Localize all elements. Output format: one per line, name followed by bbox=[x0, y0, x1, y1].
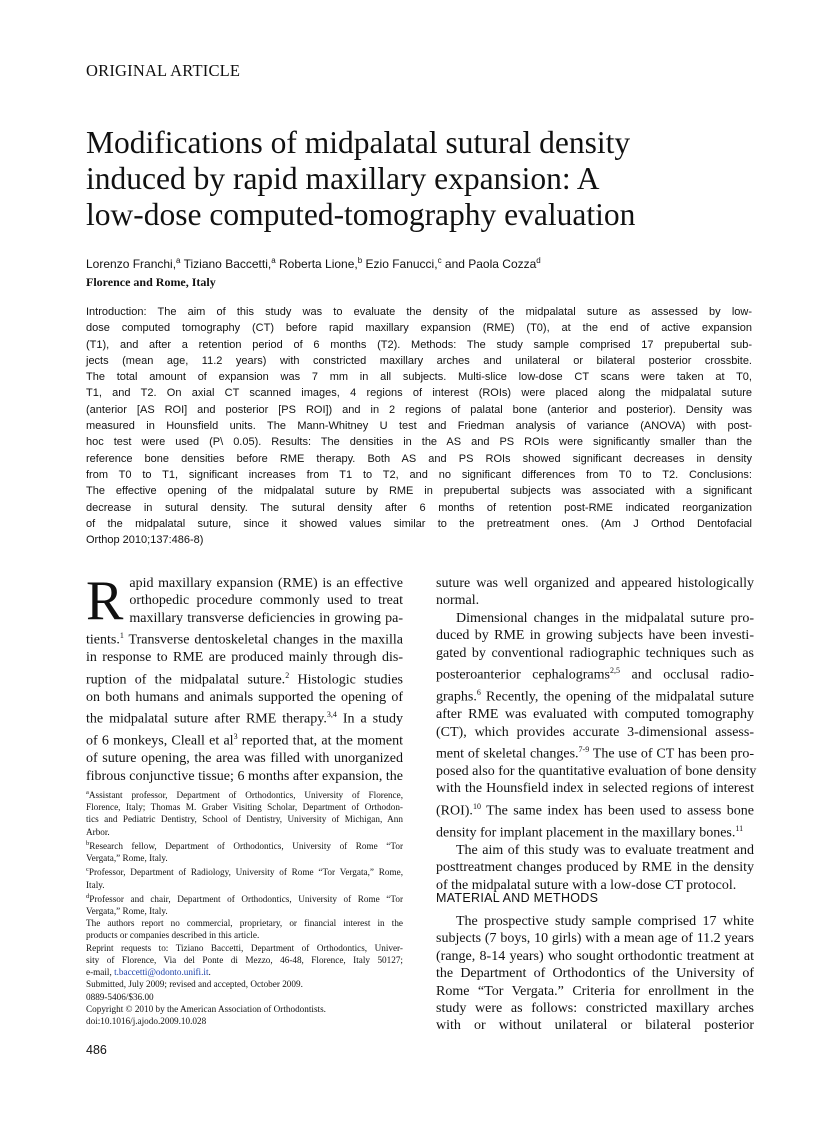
abstract-line: (anterior [AS ROI] and posterior [PS ROI]) and in 2 regions of palatal bone (anterior and posterior). Density was bbox=[86, 403, 752, 416]
citation-ref[interactable]: 3,4 bbox=[326, 710, 337, 720]
body-line: on both humans and animals supported the opening of bbox=[86, 689, 403, 705]
body-line: gated by conventional radiographic techniques such as bbox=[436, 645, 754, 661]
body-line: (range, 8-14 years) who sought orthodontic treatment at bbox=[436, 948, 754, 964]
body-line: orthopedic procedure commonly used to treat bbox=[129, 593, 403, 609]
body-line: in response to RME are produced mainly through dis- bbox=[86, 650, 403, 666]
citation-ref[interactable]: 2 bbox=[285, 670, 290, 680]
article-title bbox=[86, 125, 766, 233]
citation-ref[interactable]: 1 bbox=[119, 631, 124, 641]
abstract-line: reference bone densities before RME therapy. Both AS and PS ROIs showed significant decreases in density bbox=[86, 452, 752, 465]
footnote-line: tics and Pediatric Dentistry, School of Dentistry, University of Michigan, Ann bbox=[86, 814, 403, 825]
body-line: of suture opening, the area was filled with unorganized bbox=[86, 751, 403, 767]
footnote-line: Submitted, July 2009; revised and accepted, October 2009. bbox=[86, 979, 303, 990]
body-line: Dimensional changes in the midpalatal suture pro- bbox=[456, 610, 754, 626]
author-name: Tiziano Baccetti, bbox=[180, 257, 272, 271]
title-line: Modifications of midpalatal sutural density bbox=[86, 125, 631, 160]
drop-cap: R bbox=[86, 570, 124, 632]
footnotes bbox=[86, 787, 403, 1027]
email-link[interactable]: t.baccetti@odonto.unifi.it bbox=[114, 967, 209, 978]
section-heading: MATERIAL AND METHODS bbox=[436, 891, 599, 905]
abstract-line: of the midpalatal suture, since it showed values similar to the pretreatment ones. (Am J Orthod Dentofacial bbox=[86, 517, 752, 530]
author-affil-mark: a bbox=[176, 256, 181, 265]
citation-ref[interactable]: 2,5 bbox=[610, 666, 620, 676]
body-line: ruption of the midpalatal suture.$^2$ Histologic studies bbox=[86, 670, 403, 688]
footnote-line: Italy. bbox=[86, 879, 105, 890]
body-line: duced by RME in growing subjects have been investi- bbox=[436, 628, 754, 644]
body-line: the midpalatal suture after RME therapy.$^{3,4}$ In a study bbox=[86, 710, 403, 727]
page-number: 486 bbox=[86, 1043, 107, 1057]
author-name: Roberta Lione, bbox=[275, 257, 358, 271]
footnote-line: $^a$Assistant professor, Department of Orthodontics, University of Florence, bbox=[86, 789, 403, 801]
body-line: posed also for the quantitative evaluation of bone density bbox=[436, 764, 757, 780]
abstract-line: The effective opening of the midpalatal suture by RME in prepubertal subjects was associated with a significant bbox=[86, 485, 752, 498]
abstract-line: decrease in sutural density. The sutural density after 6 months of retention post-RME indicated reorganization bbox=[86, 501, 752, 514]
footnote-line: Florence, Italy; Thomas M. Graber Visiting Scholar, Department of Orthodon- bbox=[86, 802, 403, 813]
author-affil-mark: a bbox=[271, 256, 276, 265]
body-right-column bbox=[436, 575, 757, 894]
body-line: tients.$^1$ Transverse dentoskeletal changes in the maxilla bbox=[86, 631, 403, 648]
body-line: normal. bbox=[436, 593, 480, 609]
body-line: density for implant placement in the maxillary bones.$^{11}$ bbox=[436, 823, 744, 841]
body-line: posteroanterior cephalograms$^{2,5}$ and occlusal radio- bbox=[436, 666, 754, 683]
body-line: the Department of Orthodontics of the University of bbox=[436, 966, 754, 982]
body-left-column bbox=[86, 570, 403, 785]
body-line: (ROI).$^{10}$ The same index has been used to assess bone bbox=[436, 801, 754, 819]
citation-ref[interactable]: 7-9 bbox=[578, 744, 590, 754]
footnote-line: Copyright © 2010 by the American Association of Orthodontists. bbox=[86, 1003, 326, 1014]
body-line: with the Hounsfield index in selected regions of interest bbox=[436, 781, 754, 797]
body-line: Rome “Tor Vergata.” Criteria for enrollment in the bbox=[436, 983, 754, 999]
abstract-line: measured in Hounsfield units. The Mann-Whitney U test and Friedman analysis of variance (ANOVA) with post- bbox=[86, 420, 752, 433]
methods-text bbox=[436, 913, 754, 1035]
citation-ref[interactable]: 10 bbox=[472, 801, 481, 811]
author-affil-mark: c bbox=[437, 256, 442, 265]
title-line: low-dose computed-tomography evaluation bbox=[86, 197, 636, 232]
affiliation: Florence and Rome, Italy bbox=[86, 275, 216, 289]
body-line: of the midpalatal suture with a low-dose CT protocol. bbox=[436, 877, 737, 893]
footnote-line: Vergata,” Rome, Italy. bbox=[86, 853, 168, 864]
body-line: suture was well organized and appeared histologically bbox=[436, 576, 754, 591]
body-line: of 6 monkeys, Cleall et al$^3$ reported that, at the moment bbox=[86, 732, 403, 749]
footnote-line: Reprint requests to: Tiziano Baccetti, Department of Orthodontics, Univer- bbox=[86, 942, 403, 953]
body-line: The aim of this study was to evaluate treatment and bbox=[456, 842, 754, 858]
body-line: The prospective study sample comprised 17 white bbox=[456, 914, 754, 929]
footnote-line: $^c$Professor, Department of Radiology, University of Rome “Tor Vergata,” Rome, bbox=[86, 866, 403, 878]
citation-ref[interactable]: 6 bbox=[476, 688, 481, 698]
footnote-line: sity of Florence, Via del Ponte di Mezzo, 46-48, Florence, Italy 50127; bbox=[86, 954, 403, 965]
author-name: Ezio Fanucci, bbox=[362, 257, 438, 271]
author-list bbox=[86, 256, 541, 271]
body-line: apid maxillary expansion (RME) is an effective bbox=[129, 576, 403, 591]
body-line: study were as follows: constricted maxillary arches bbox=[436, 1001, 754, 1017]
body-line: graphs.$^6$ Recently, the opening of the midpalatal suture bbox=[436, 688, 754, 705]
footnote-line: Arbor. bbox=[86, 826, 110, 837]
body-line: with or without unilateral or bilateral posterior bbox=[436, 1018, 754, 1034]
citation-ref[interactable]: 11 bbox=[735, 823, 744, 833]
abstract-line: jects (mean age, 11.2 years) with constricted maxillary arches and unilateral or bilateral posterior crossbite. bbox=[86, 354, 752, 367]
footnote-line: products or companies described in this article. bbox=[86, 930, 260, 941]
footnote-line: The authors report no commercial, proprietary, or financial interest in the bbox=[86, 918, 403, 929]
abstract-line: hoc test were used (P\ 0.05). Results: The densities in the AS and PS ROIs were significantly smaller than the bbox=[86, 436, 752, 449]
abstract-line: Orthop 2010;137:486-8) bbox=[86, 534, 204, 547]
abstract-line: from T0 to T1, significant increases from T1 to T2, and no significant differences from T0 to T2. Conclusions: bbox=[86, 468, 752, 481]
title-line: induced by rapid maxillary expansion: A bbox=[86, 161, 600, 196]
author-name: Lorenzo Franchi, bbox=[86, 257, 177, 271]
author-affil-mark: d bbox=[536, 256, 541, 265]
body-line: ment of skeletal changes.$^{7-9}$ The use of CT has been pro- bbox=[436, 744, 754, 762]
footnote-line: e-mail, t.baccetti@odonto.unifi.it. bbox=[86, 967, 211, 978]
citation-ref[interactable]: 3 bbox=[233, 732, 238, 742]
doi: doi:10.1016/j.ajodo.2009.10.028 bbox=[86, 1015, 207, 1026]
body-line: posttreatment changes produced by RME in the density bbox=[436, 860, 754, 876]
author-affil-mark: b bbox=[357, 256, 363, 265]
footnote-line: 0889-5406/$36.00 bbox=[86, 991, 154, 1002]
abstract-line: The total amount of expansion was 7 mm in all subjects. Multi-slice low-dose CT scans were taken at T0, bbox=[86, 371, 752, 384]
footnote-line: $^b$Research fellow, Department of Orthodontics, University of Rome “Tor bbox=[86, 839, 403, 851]
abstract-line: T1, and T2. On axial CT scanned images, 4 regions of interest (ROIs) were placed along the midpalatal suture bbox=[86, 387, 752, 400]
body-line: (CT), which provides accurate 3-dimensional assess- bbox=[436, 724, 754, 740]
section-label: ORIGINAL ARTICLE bbox=[86, 61, 241, 80]
body-line: maxillary transverse deficiencies in growing pa- bbox=[129, 610, 403, 626]
body-line: after RME was evaluated with computed tomography bbox=[436, 707, 754, 723]
body-line: subjects (7 boys, 10 girls) with a mean age of 11.2 years bbox=[436, 931, 754, 947]
author-name: and Paola Cozza bbox=[441, 257, 537, 271]
abstract-line: dose computed tomography (CT) before rapid maxillary expansion (RME) (T0), at the end of active expansion bbox=[86, 322, 752, 335]
abstract-line: (T1), and after a retention period of 6 months (T2). Methods: The study sample comprised 17 prepubertal sub- bbox=[86, 338, 752, 351]
abstract-line: Introduction: The aim of this study was to evaluate the density of the midpalatal suture as assessed by low- bbox=[86, 306, 752, 318]
footnote-line: $^d$Professor and chair, Department of Orthodontics, University of Rome “Tor bbox=[86, 892, 403, 904]
footnote-line: Vergata,” Rome, Italy. bbox=[86, 906, 168, 917]
abstract bbox=[86, 304, 752, 548]
body-line: fibrous conjunctive tissue; 6 months after expansion, the bbox=[86, 768, 403, 784]
